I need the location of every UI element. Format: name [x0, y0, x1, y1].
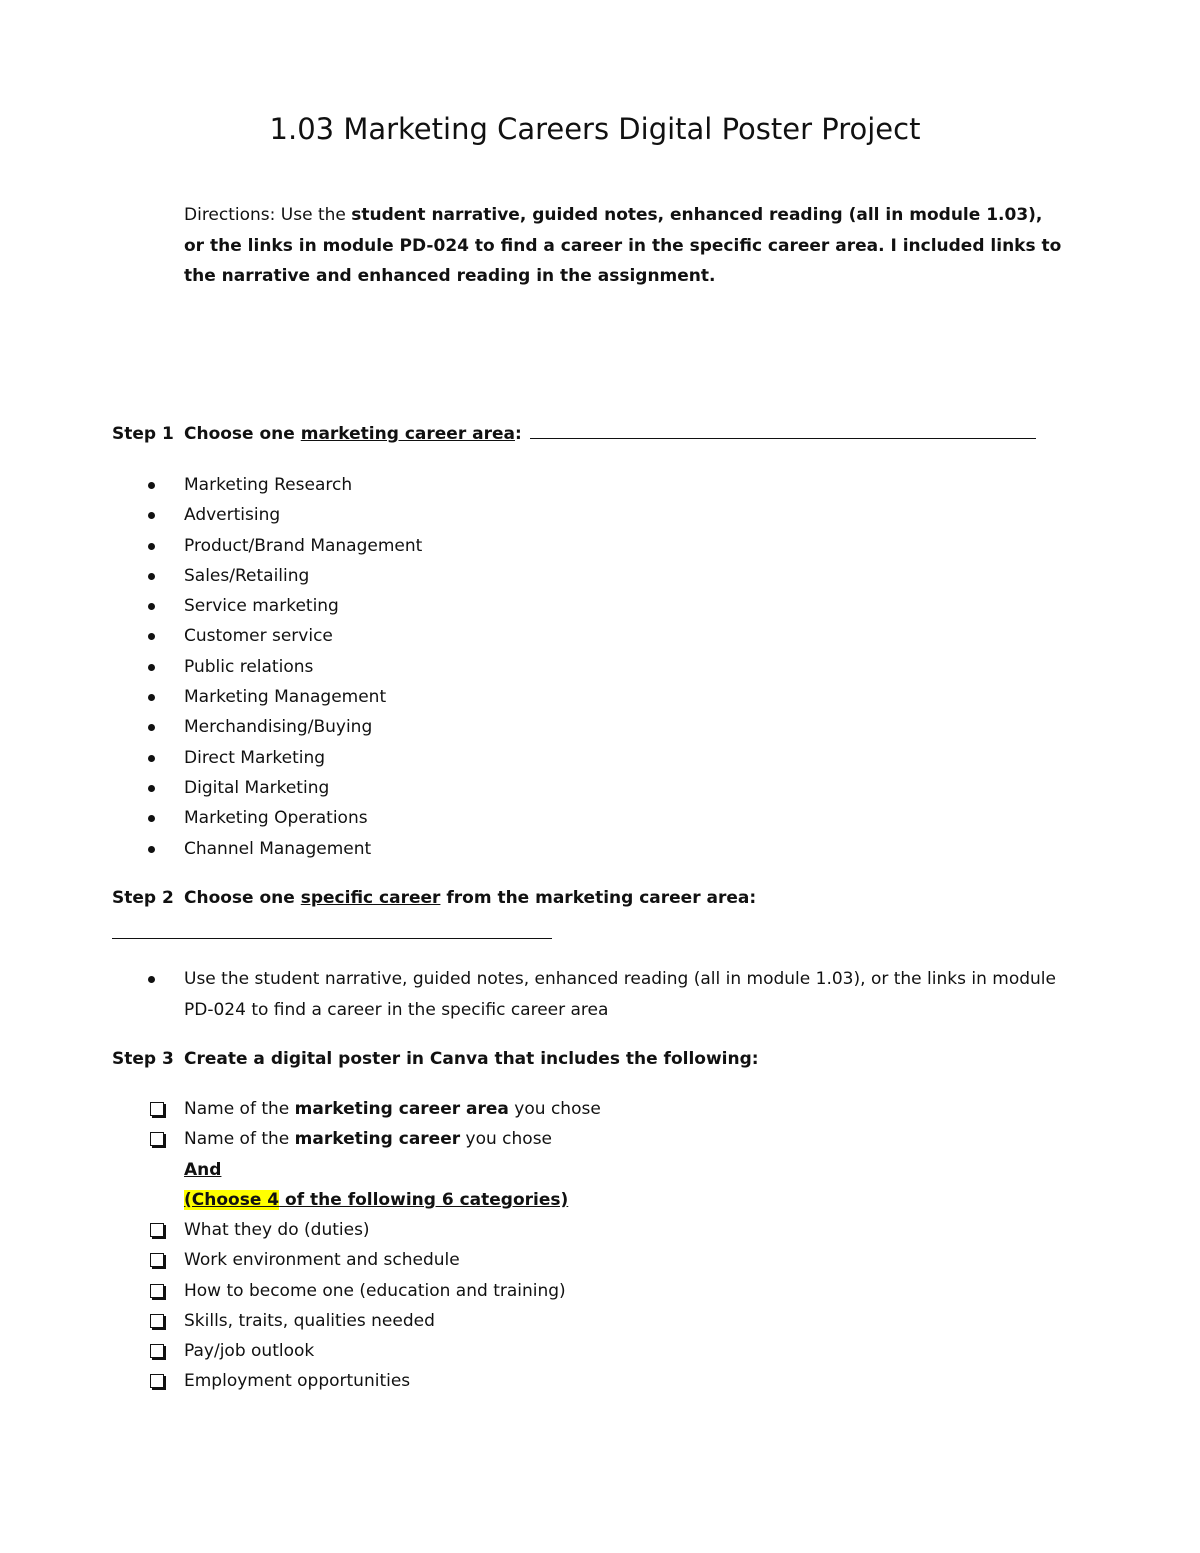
category-item [0, 1215, 566, 1245]
career-area-label: Direct Marketing [184, 747, 326, 768]
checklist-item: Name of the marketing career area you chose [0, 1094, 601, 1124]
career-area-label: Advertising [184, 505, 281, 526]
career-area-label: Marketing Research [184, 475, 353, 495]
bullet-dot [148, 482, 155, 489]
step-2-heading [112, 888, 756, 908]
checkbox-icon [150, 1102, 164, 1116]
step-2-note-text: Use the student narrative, guided notes, enhanced reading (all in module 1.03), or the links in module PD-024 to find a career in the specific career area [184, 969, 1056, 1020]
career-area-item [0, 470, 422, 500]
category-item [0, 1306, 566, 1336]
checkbox-icon [150, 1223, 164, 1237]
step-3-heading [112, 1049, 759, 1069]
step-2-post: from the marketing career area: [440, 888, 757, 908]
page-title: 1.03 Marketing Careers Digital Poster Project [269, 112, 921, 146]
category-checklist [0, 1215, 566, 1397]
step-3-number: Step 3 [112, 1049, 174, 1069]
career-area-label: Product/Brand Management [184, 535, 423, 556]
career-area-item [0, 652, 422, 682]
career-area-item [0, 500, 422, 530]
career-area-label: Digital Marketing [184, 777, 330, 798]
checkbox-icon [150, 1132, 164, 1146]
checkbox-icon [150, 1253, 164, 1267]
career-area-item [0, 712, 422, 742]
career-area-label: Customer service [184, 626, 333, 647]
directions-bold-text: student narrative, guided notes, enhanced reading (all in module 1.03), or the links in module PD-024 to find a career in the specific career area. I included links to the narrative and enhanced reading in the assignment. [184, 205, 1062, 286]
bullet-dot [148, 724, 155, 731]
step-1-number: Step 1 [112, 424, 174, 444]
career-area-label: Merchandising/Buying [184, 717, 373, 738]
step-1-post: : [514, 424, 522, 444]
category-item [0, 1366, 566, 1396]
career-area-item [0, 743, 422, 773]
choose-highlight: (Choose 4 [184, 1189, 280, 1210]
bullet-dot [148, 512, 155, 519]
checkbox-icon [150, 1344, 164, 1358]
career-area-item [0, 561, 422, 591]
category-label: Work environment and schedule [184, 1250, 460, 1271]
category-label: What they do (duties) [184, 1220, 370, 1240]
directions-prefix: Directions: Use the [184, 205, 352, 225]
bullet-dot [148, 755, 155, 762]
category-label: Pay/job outlook [184, 1341, 315, 1362]
career-area-list [0, 470, 422, 864]
choose-line [0, 1185, 601, 1215]
step-2-underlined: specific career [300, 888, 441, 908]
checkbox-icon [150, 1374, 164, 1388]
career-area-item [0, 803, 422, 833]
career-area-label: Marketing Management [184, 687, 387, 708]
bullet-dot [148, 785, 155, 792]
category-item [0, 1245, 566, 1275]
step-2-note [184, 964, 1084, 1025]
step-1-pre: Choose one [184, 424, 301, 444]
step-3-text: Create a digital poster in Canva that includes the following: [184, 1049, 759, 1069]
category-label: Skills, traits, qualities needed [184, 1310, 435, 1331]
bullet-dot [148, 573, 155, 580]
checklist-item: Name of the marketing career you chose [0, 1124, 601, 1154]
bullet-dot [148, 976, 155, 983]
checkbox-icon [150, 1284, 164, 1298]
career-area-item [0, 531, 422, 561]
career-area-item [0, 621, 422, 651]
step-1-heading [112, 424, 1036, 444]
poster-checklist [0, 1094, 601, 1215]
step-2-pre: Choose one [184, 888, 301, 908]
career-area-label: Sales/Retailing [184, 565, 310, 586]
career-area-item [0, 773, 422, 803]
category-label: How to become one (education and training) [184, 1280, 566, 1301]
career-area-item [0, 682, 422, 712]
career-area-blank-line [530, 424, 1036, 439]
checkbox-icon [150, 1314, 164, 1328]
category-label: Employment opportunities [184, 1371, 411, 1392]
bullet-dot [148, 664, 155, 671]
career-area-label: Public relations [184, 656, 314, 677]
career-area-item [0, 834, 422, 864]
bullet-dot [148, 633, 155, 640]
step-2-number: Step 2 [112, 888, 174, 908]
category-item [0, 1336, 566, 1366]
and-line: And [184, 1159, 222, 1180]
specific-career-blank-line [112, 938, 552, 939]
bullet-dot [148, 543, 155, 550]
bullet-dot [148, 846, 155, 853]
bullet-dot [148, 815, 155, 822]
category-item [0, 1276, 566, 1306]
directions-paragraph [184, 200, 1064, 292]
career-area-item [0, 591, 422, 621]
bullet-dot [148, 694, 155, 701]
career-area-label: Service marketing [184, 596, 339, 617]
step-1-underlined: marketing career area [300, 424, 515, 444]
bullet-dot [148, 603, 155, 610]
career-area-label: Channel Management [184, 838, 372, 859]
career-area-label: Marketing Operations [184, 808, 368, 829]
choose-rest: of the following 6 categories) [279, 1189, 569, 1210]
